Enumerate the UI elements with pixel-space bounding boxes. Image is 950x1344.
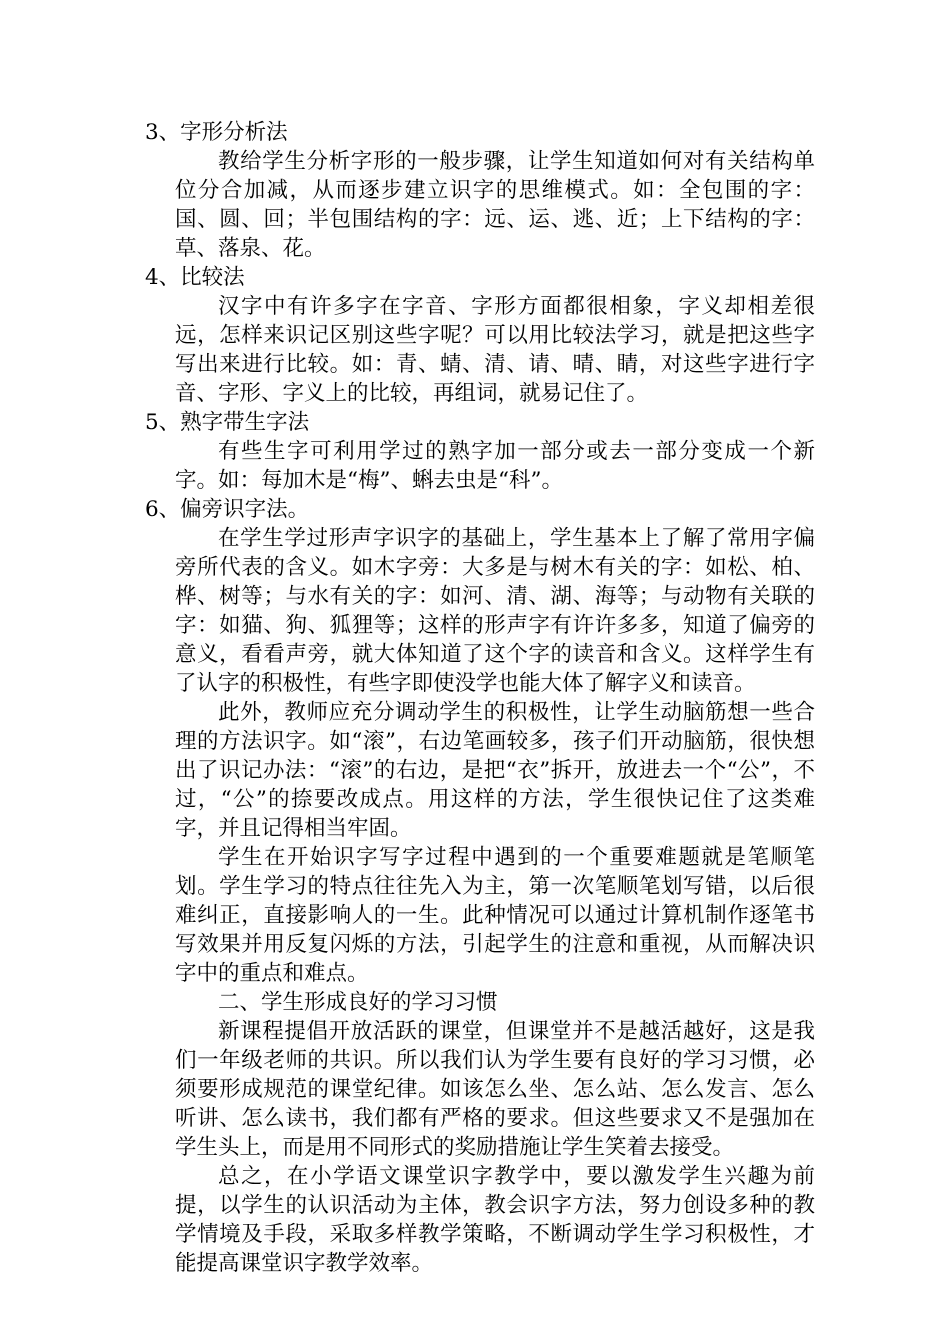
paragraph: 在学生学过形声字识字的基础上，学生基本上了解了常用字偏旁所代表的含义。如木字旁：大多是与树木有关的字：如松、柏、桦、树等；与水有关的字：如河、清、湖、海等；与动物有关联的字：如猫、狗、狐狸等；这样的形声字有许许多多，知道了偏旁的意义，看看声旁，就大体知道了这个字的读音和含义。这样学生有了认字的积极性，有些字即使没学也能大体了解字义和读音。: [175, 526, 815, 696]
paragraph: 此外，教师应充分调动学生的积极性，让学生动脑筋想一些合理的方法识字。如“滚”，右边笔画较多，孩子们开动脑筋，很快想出了识记办法：“滚”的右边，是把“衣”拆开，放进去一个“公”，不过，“公”的捺要改成点。用这样的方法，学生很快记住了这类难字，并且记得相当牢固。: [175, 700, 815, 841]
paragraph: 总之，在小学语文课堂识字教学中，要以激发学生兴趣为前提，以学生的认识活动为主体，教会识字方法，努力创设多种的教学情境及手段，采取多样教学策略，不断调动学生学习积极性，才能提高课堂识字教学效率。: [175, 1164, 815, 1276]
document-body: [145, 118, 815, 1278]
section-heading-6: 6、偏旁识字法。: [145, 497, 310, 522]
section-heading-3: 3、字形分析法: [145, 120, 288, 145]
paragraph: 有些生字可利用学过的熟字加一部分或去一部分变成一个新字。如：每加木是“梅”、蝌去虫是“科”。: [175, 439, 815, 493]
section-heading-4: 4、比较法: [145, 265, 245, 290]
paragraph: 教给学生分析字形的一般步骤，让学生知道如何对有关结构单位分合加减，从而逐步建立识字的思维模式。如：全包围的字：国、圆、回；半包围结构的字：远、运、逃、近；上下结构的字：草、落泉、花。: [175, 149, 815, 261]
section-heading-2: 二、学生形成良好的学习习惯: [218, 990, 498, 1015]
paragraph: 新课程提倡开放活跃的课堂，但课堂并不是越活越好，这是我们一年级老师的共识。所以我们认为学生要有良好的学习习惯，必须要形成规范的课堂纪律。如该怎么坐、怎么站、怎么发言、怎么听讲、怎么读书，我们都有严格的要求。但这些要求又不是强加在学生头上，而是用不同形式的奖励措施让学生笑着去接受。: [175, 1019, 815, 1160]
paragraph: 汉字中有许多字在字音、字形方面都很相象，字义却相差很远，怎样来识记区别这些字呢？可以用比较法学习，就是把这些字写出来进行比较。如：青、蜻、清、请、晴、睛，对这些字进行字音、字形、字义上的比较，再组词，就易记住了。: [175, 294, 815, 406]
section-heading-5: 5、熟字带生字法: [145, 410, 310, 435]
paragraph: 学生在开始识字写字过程中遇到的一个重要难题就是笔顺笔划。学生学习的特点往往先入为主，第一次笔顺笔划写错，以后很难纠正，直接影响人的一生。此种情况可以通过计算机制作逐笔书写效果并用反复闪烁的方法，引起学生的注意和重视，从而解决识字中的重点和难点。: [175, 845, 815, 986]
